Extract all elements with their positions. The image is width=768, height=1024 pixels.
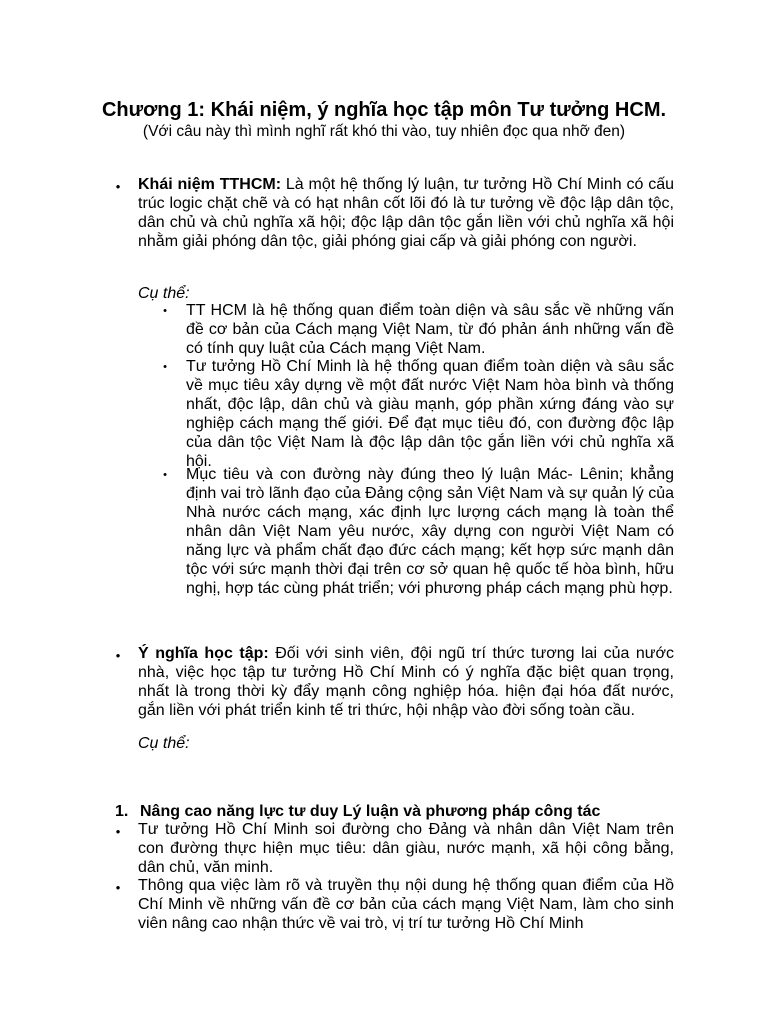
detail-label: Cụ thể: (138, 735, 190, 752)
significance-paragraph (138, 644, 674, 720)
list-item: Tư tưởng Hồ Chí Minh soi đường cho Đảng và nhân dân Việt Nam trên con đường thực hiện mục tiêu: dân giàu, nước mạnh, xã hội công bằng, dân chủ, văn minh. (138, 821, 674, 876)
definition-text: Là một hệ thống lý luận, tư tưởng Hồ Chí Minh có cấu trúc logic chặt chẽ và có hạt nhân cốt lõi đó là tư tưởng về độc lập dân tộc, dân chủ và chủ nghĩa xã hội; độc lập dân tộc gắn liền với chủ nghĩa xã hội nhằm giải phóng dân tộc, giải phóng giai cấp và giải phóng con người. (138, 176, 675, 250)
detail-label: Cụ thể: (138, 285, 190, 302)
detail-item: Mục tiêu và con đường này đúng theo lý luận Mác- Lênin; khẳng định vai trò lãnh đạo của Đảng cộng sản Việt Nam và sự quản lý của Nhà nước cách mạng, xác định lực lượng cách mạng là toàn thể nhân dân Việt Nam yêu nước, xây dựng con người Việt Nam có năng lực và phẩm chất đạo đức cách mạng; kết hợp sức mạnh dân tộc với sức mạnh thời đại trên cơ sở quan hệ quốc tế hòa bình, hữu nghị, hợp tác cùng phát triển; với phương pháp cách mạng phù hợp. (186, 466, 674, 597)
significance-text: Đối với sinh viên, đội ngũ trí thức tương lai của nước nhà, việc học tập tư tưởng Hồ Chí Minh có ý nghĩa đặc biệt quan trọng, nhất là trong thời kỳ đẩy mạnh công nghiệp hóa. hiện đại hóa đất nước, gắn liền với phát triển kinh tế tri thức, hội nhập vào đời sống toàn cầu. (138, 645, 675, 719)
page-subtitle: (Với câu này thì mình nghĩ rất khó thi vào, tuy nhiên đọc qua nhỡ đen) (142, 123, 626, 140)
section-number: 1. (115, 803, 129, 820)
definition-paragraph (138, 175, 674, 251)
detail-item: TT HCM là hệ thống quan điểm toàn diện và sâu sắc về những vấn đề cơ bản của Cách mạng Việt Nam, từ đó phản ánh những vấn đề có tính quy luật của Cách mạng Việt Nam. (186, 302, 674, 357)
detail-item: Tư tưởng Hồ Chí Minh là hệ thống quan điểm toàn diện và sâu sắc về mục tiêu xây dựng về một đất nước Việt Nam hòa bình và thống nhất, độc lập, dân chủ và giàu mạnh, góp phần xứng đáng vào sự nghiệp cách mạng thế giới. Để đạt mục tiêu đó, con đường độc lập của dân tộc Việt Nam là độc lập dân tộc gắn liền với chủ nghĩa xã hội. (186, 358, 674, 470)
bullet-icon: • (115, 179, 121, 194)
significance-lead: Ý nghĩa học tập: (138, 645, 269, 662)
bullet-icon: • (115, 824, 121, 839)
bullet-icon: • (163, 361, 167, 373)
page-title: Chương 1: Khái niệm, ý nghĩa học tập môn Tư tưởng HCM. (101, 99, 667, 121)
list-item: Thông qua việc làm rõ và truyền thụ nội dung hệ thống quan điểm của Hồ Chí Minh về những vấn đề cơ bản của cách mạng Việt Nam, làm cho sinh viên nâng cao nhận thức về vai trò, vị trí tư tưởng Hồ Chí Minh (138, 877, 674, 932)
bullet-icon: • (163, 469, 167, 481)
bullet-icon: • (115, 880, 121, 895)
bullet-icon: • (163, 305, 167, 317)
bullet-icon: • (115, 648, 121, 663)
definition-lead: Khái niệm TTHCM: (138, 176, 282, 193)
section-heading: Nâng cao năng lực tư duy Lý luận và phương pháp công tác (140, 803, 601, 820)
